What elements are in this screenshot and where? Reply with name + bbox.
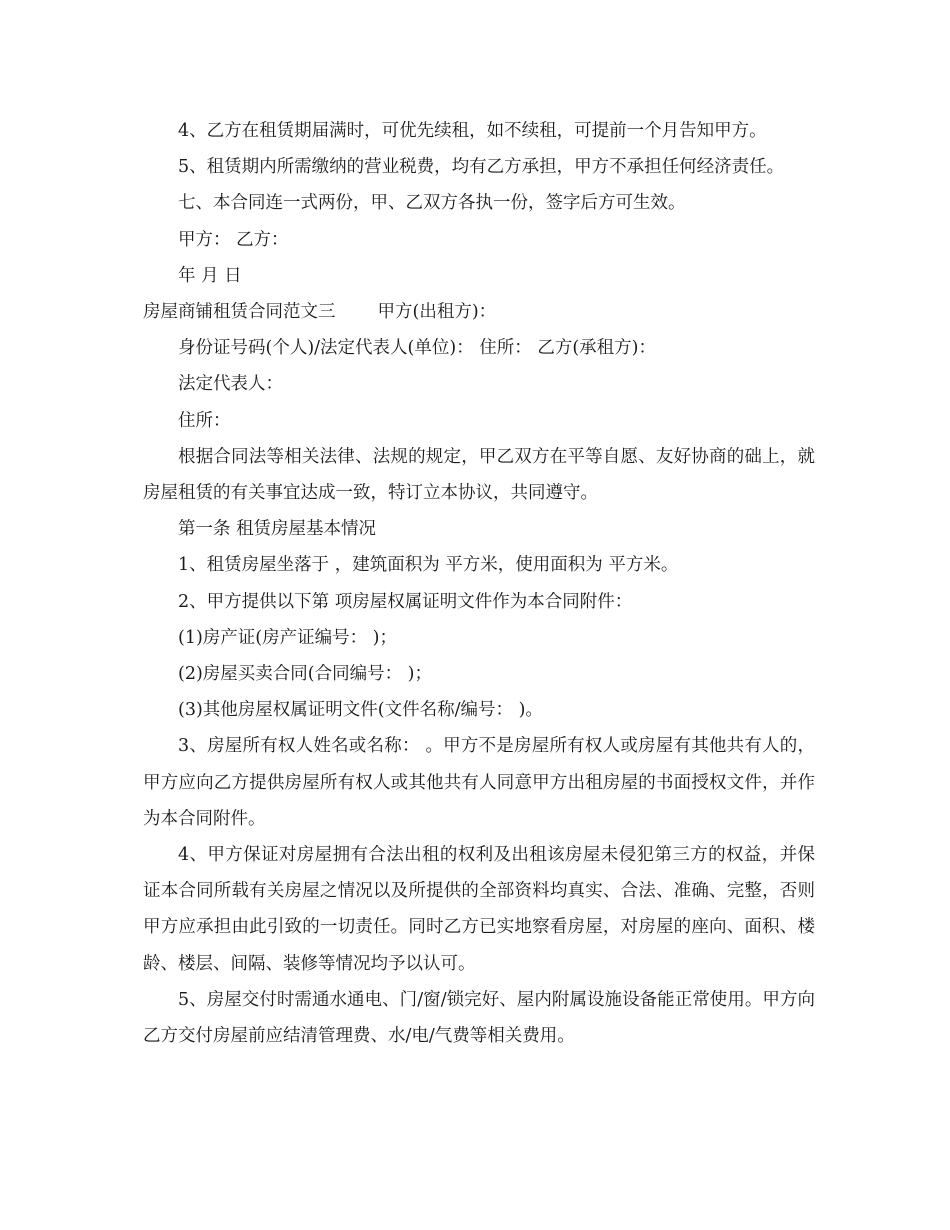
- certificate-item-1: (1)房产证(房产证编号： )；: [178, 627, 398, 648]
- certificate-item-2: (2)房屋买卖合同(合同编号： )；: [178, 664, 433, 685]
- document-body: [143, 113, 815, 1054]
- certificate-item-3: (3)其他房屋权属证明文件(文件名称/编号： )。: [178, 700, 543, 721]
- article-one-heading: 第一条 租赁房屋基本情况: [178, 519, 377, 540]
- paragraph-taxes: 5、租赁期内所需缴纳的营业税费，均有乙方承担，甲方不承担任何经济责任。: [178, 157, 785, 178]
- contract-title: 房屋商铺租赁合同范文三: [143, 302, 336, 323]
- signature-date: 年 月 日: [178, 265, 242, 286]
- party-id-line: 身份证号码(个人)/法定代表人(单位)： 住所： 乙方(承租方)：: [178, 338, 656, 359]
- paragraph-handover: 5、房屋交付时需通水通电、门/窗/锁完好、屋内附属设施设备能正常使用。甲方向乙方交付房屋前应结清管理费、水/电/气费等相关费用。: [143, 989, 815, 1047]
- paragraph-owner: 3、房屋所有权人姓名或名称： 。甲方不是房屋所有权人或房屋有其他共有人的，甲方应向乙方提供房屋所有权人或其他共有人同意甲方出租房屋的书面授权文件，并作为本合同附件。: [143, 736, 815, 829]
- address-line: 住所：: [178, 410, 231, 431]
- paragraph-renewal: 4、乙方在租赁期届满时，可优先续租，如不续租，可提前一个月告知甲方。: [178, 121, 767, 141]
- paragraph-certificates: 2、甲方提供以下第 项房屋权属证明文件作为本合同附件：: [178, 591, 633, 612]
- paragraph-location: 1、租赁房屋坐落于 ，建筑面积为 平方米，使用面积为 平方米。: [178, 555, 679, 576]
- paragraph-guarantee: 4、甲方保证对房屋拥有合法出租的权利及出租该房屋未侵犯第三方的权益，并保证本合同所载有关房屋之情况以及所提供的全部资料均真实、合法、准确、完整，否则甲方应承担由此引致的一切责任。同时乙方已实地察看房屋，对房屋的座向、面积、楼龄、楼层、间隔、装修等情况均予以认可。: [143, 845, 815, 974]
- lessor-label: 甲方(出租方)：: [377, 302, 497, 323]
- legal-representative-line: 法定代表人：: [178, 374, 283, 395]
- paragraph-preamble: 根据合同法等相关法律、法规的规定，甲乙双方在平等自愿、友好协商的础上，就房屋租赁的有关事宜达成一致，特订立本协议，共同遵守。: [143, 446, 815, 504]
- contract-title-line: [143, 294, 815, 330]
- paragraph-copies: 七、本合同连一式两份，甲、乙双方各执一份，签字后方可生效。: [178, 193, 686, 214]
- signature-parties: 甲方： 乙方：: [178, 229, 289, 250]
